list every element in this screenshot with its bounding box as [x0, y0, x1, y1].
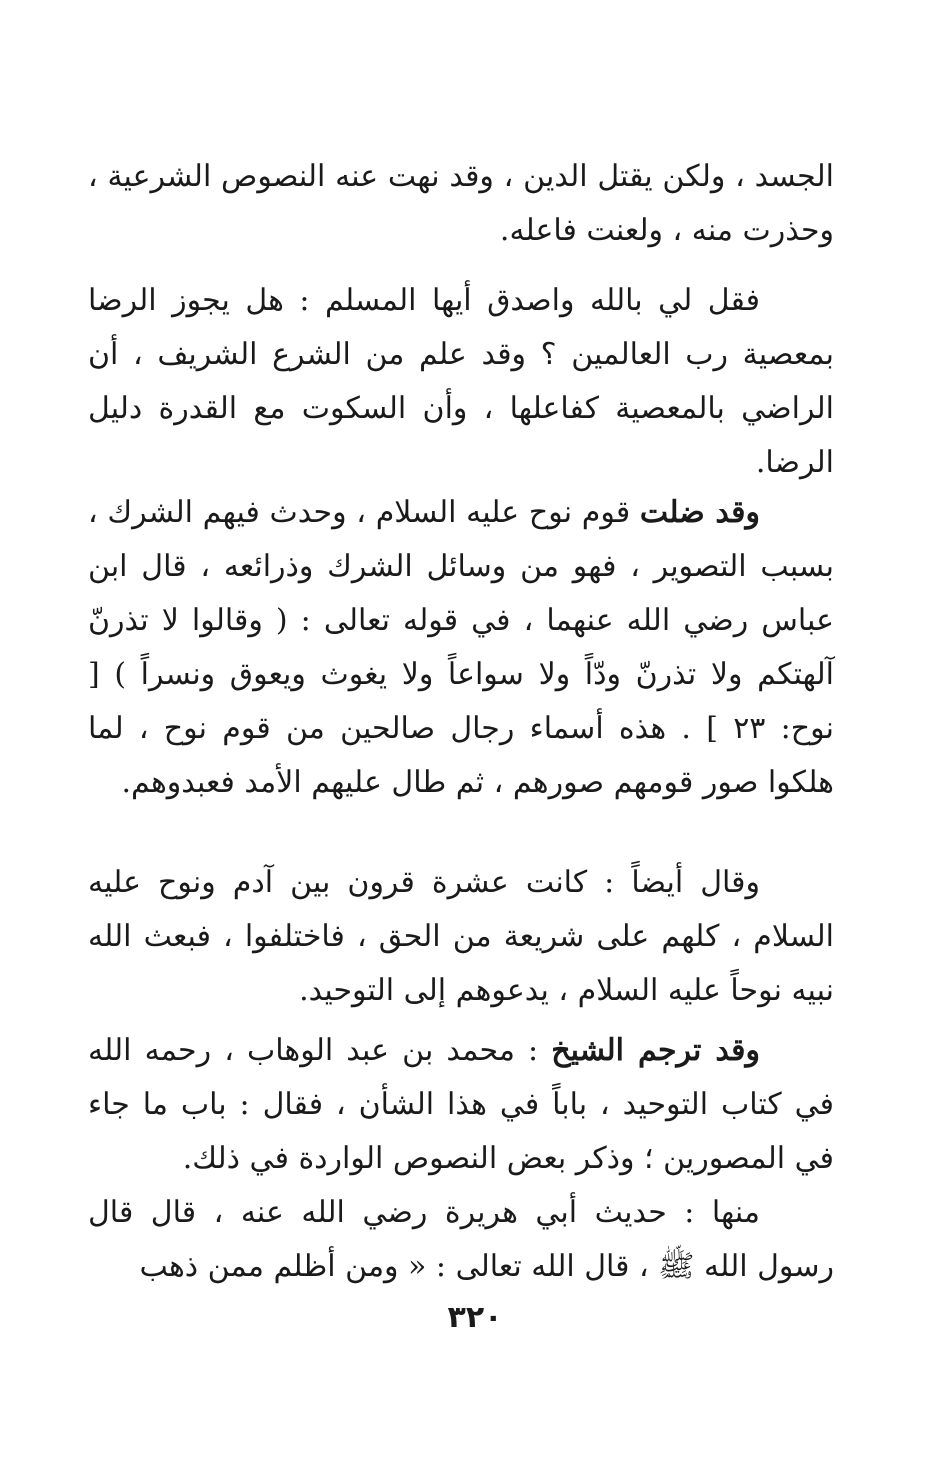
- paragraph-3: [88, 486, 834, 810]
- paragraph-5-body: [88, 1024, 834, 1186]
- paragraph-2: [88, 274, 834, 490]
- paragraph-3-lead: وقد ضلت: [639, 495, 760, 530]
- paragraph-2-text: فقل لي بالله واصدق أيها المسلم : هل يجوز الرضا بمعصية رب العالمين ؟ وقد علم من الشرع الشريف ، أن الراضي بالمعصية كفاعلها ، وأن السكوت مع القدرة دليل الرضا.: [88, 283, 834, 480]
- paragraph-5-text: : محمد بن عبد الوهاب ، رحمه الله في كتاب التوحيد ، باباً في هذا الشأن ، فقال : باب ما جاء في المصورين ؛ وذكر بعض النصوص الواردة في ذلك.: [88, 1033, 834, 1176]
- paragraph-4: [88, 856, 834, 1018]
- paragraph-1: [88, 150, 834, 258]
- paragraph-6-text: منها : حديث أبي هريرة رضي الله عنه ، قال قال رسول الله ﷺ ، قال الله تعالى : « ومن أظلم ممن ذهب: [88, 1195, 834, 1284]
- paragraph-4-text: وقال أيضاً : كانت عشرة قرون بين آدم ونوح عليه السلام ، كلهم على شريعة من الحق ، فاختلفوا ، فبعث الله نبيه نوحاً عليه السلام ، يدعوهم إلى التوحيد.: [88, 865, 834, 1008]
- paragraph-5: [88, 1024, 834, 1186]
- paragraph-1-text: الجسد ، ولكن يقتل الدين ، وقد نهت عنه النصوص الشرعية ، وحذرت منه ، ولعنت فاعله.: [88, 159, 834, 248]
- paragraph-6: [88, 1186, 834, 1294]
- paragraph-3-body: [88, 486, 834, 810]
- paragraph-3-text: قوم نوح عليه السلام ، وحدث فيهم الشرك ، بسبب التصوير ، فهو من وسائل الشرك وذرائعه ، قال ابن عباس رضي الله عنهما ، في قوله تعالى : ( وقالوا لا تذرنّ آلهتكم ولا تذرنّ ودّاً ولا سواعاً ولا يغوث ويعوق ونسراً ) [ نوح: ٢٣ ] . هذه أسماء رجال صالحين من قوم نوح ، لما هلكوا صور قومهم صورهم ، ثم طال عليهم الأمد فعبدوهم.: [88, 495, 834, 800]
- page-number: ٣٢٠: [447, 1300, 503, 1335]
- paragraph-5-lead: وقد ترجم الشيخ: [551, 1033, 760, 1068]
